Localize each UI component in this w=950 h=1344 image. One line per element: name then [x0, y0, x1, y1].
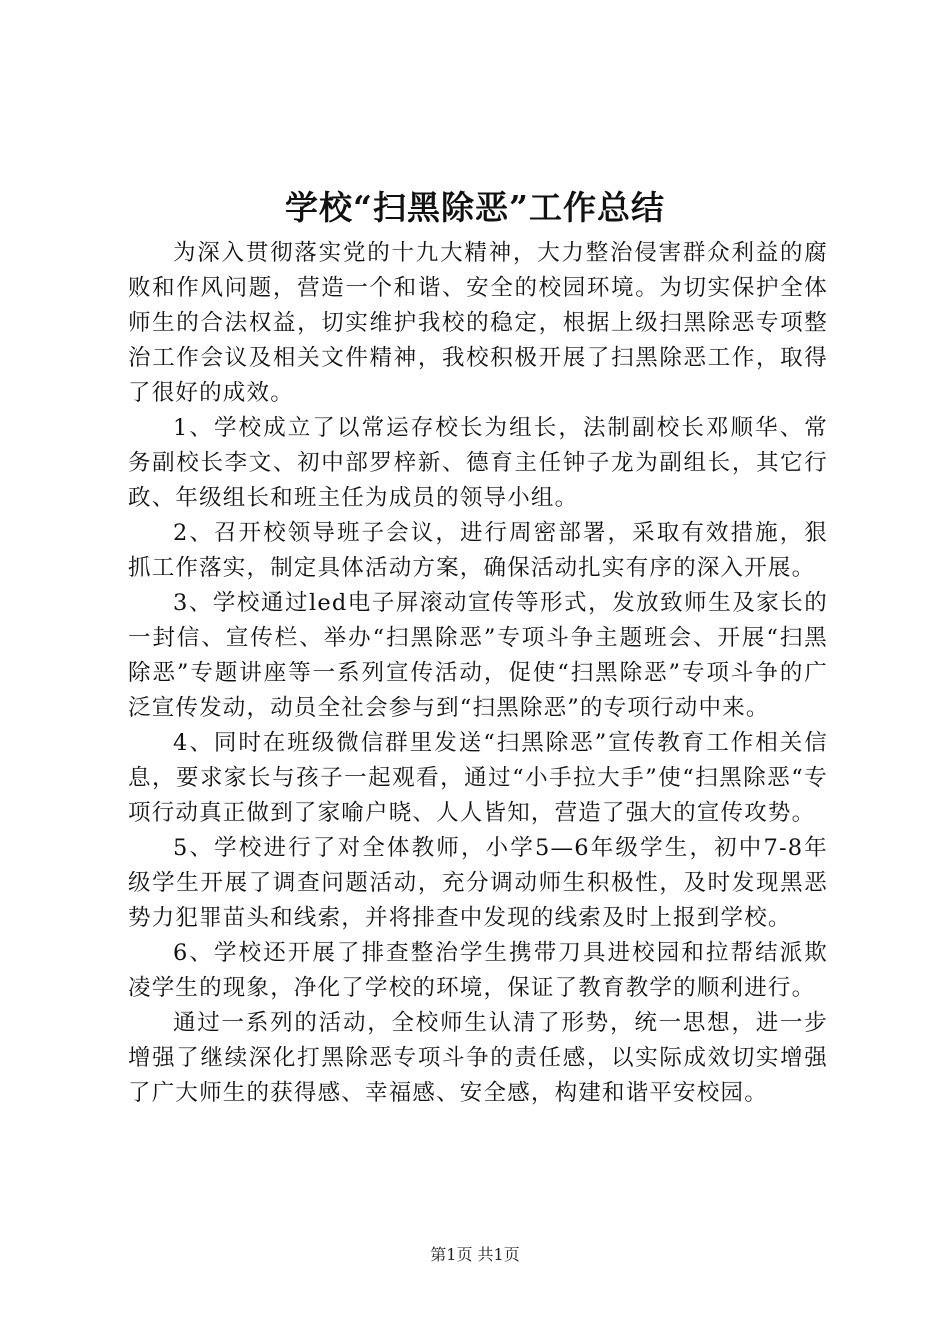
page-number-footer: 第1页 共1页	[430, 1245, 520, 1264]
document-body	[128, 236, 828, 1111]
paragraph-intro: 为深入贯彻落实党的十九大精神，大力整治侵害群众利益的腐败和作风问题，营造一个和谐、安全的校园环境。为切实保护全体师生的合法权益，切实维护我校的稳定，根据上级扫黑除恶专项整治工作会议及相关文件精神，我校积极开展了扫黑除恶工作，取得了很好的成效。	[128, 240, 828, 406]
paragraph-item-2: 2、召开校领导班子会议，进行周密部署，采取有效措施，狠抓工作落实，制定具体活动方案，确保活动扎实有序的深入开展。	[128, 520, 828, 581]
paragraph-item-6: 6、学校还开展了排查整治学生携带刀具进校园和拉帮结派欺凌学生的现象，净化了学校的环境，保证了教育教学的顺利进行。	[128, 940, 828, 1001]
paragraph-item-4: 4、同时在班级微信群里发送“扫黑除恶”宣传教育工作相关信息，要求家长与孩子一起观看，通过“小手拉大手”使“扫黑除恶“专项行动真正做到了家喻户晓、人人皆知，营造了强大的宣传攻势。	[128, 730, 828, 826]
paragraph-item-3: 3、学校通过led电子屏滚动宣传等形式，发放致师生及家长的一封信、宣传栏、举办“扫黑除恶”专项斗争主题班会、开展“扫黑除恶”专题讲座等一系列宣传活动，促使“扫黑除恶”专项斗争的广泛宣传发动，动员全社会参与到“扫黑除恶”的专项行动中来。	[128, 590, 828, 721]
document-title: 学校“扫黑除恶”工作总结	[285, 188, 665, 227]
paragraph-item-5: 5、学校进行了对全体教师，小学5—6年级学生，初中7-8年级学生开展了调查问题活动，充分调动师生积极性，及时发现黑恶势力犯罪苗头和线索，并将排查中发现的线索及时上报到学校。	[128, 835, 828, 931]
paragraph-conclusion: 通过一系列的活动，全校师生认清了形势，统一思想，进一步增强了继续深化打黑除恶专项斗争的责任感，以实际成效切实增强了广大师生的获得感、幸福感、安全感，构建和谐平安校园。	[128, 1010, 828, 1106]
paragraph-item-1: 1、学校成立了以常运存校长为组长，法制副校长邓顺华、常务副校长李文、初中部罗梓新、德育主任钟子龙为副组长，其它行政、年级组长和班主任为成员的领导小组。	[128, 415, 828, 511]
